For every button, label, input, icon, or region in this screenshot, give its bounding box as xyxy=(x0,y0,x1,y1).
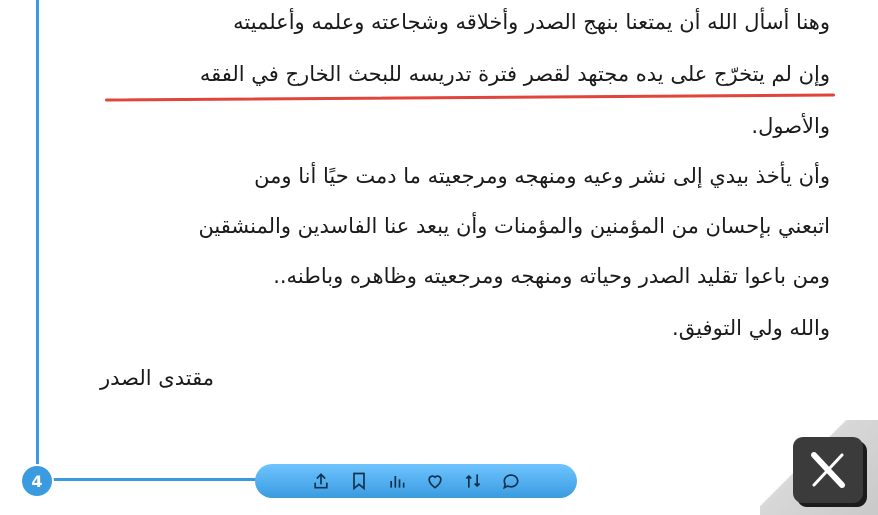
bookmark-icon[interactable] xyxy=(349,471,369,491)
like-icon[interactable] xyxy=(425,471,445,491)
text-line-7: والله ولي التوفيق. xyxy=(672,316,830,340)
reply-icon[interactable] xyxy=(501,471,521,491)
text-line-3: والأصول. xyxy=(751,114,830,138)
red-underline xyxy=(105,93,835,101)
text-line-6: ومن باعوا تقليد الصدر وحياته ومنهجه ومرجعيته وظاهره وباطنه.. xyxy=(273,264,830,288)
repost-icon[interactable] xyxy=(463,471,483,491)
page-number-badge: 4 xyxy=(22,466,52,496)
x-logo-icon xyxy=(793,437,863,503)
action-bar xyxy=(255,464,577,498)
text-line-5: اتبعني بإحسان من المؤمنين والمؤمنات وأن يبعد عنا الفاسدين والمنشقين xyxy=(198,214,830,238)
frame-bottom-border xyxy=(36,478,266,481)
text-line-4: وأن يأخذ بيدي إلى نشر وعيه ومنهجه ومرجعيته ما دمت حيًا أنا ومن xyxy=(254,164,830,188)
text-line-2: وإن لم يتخرّج على يده مجتهد لقصر فترة تدريسه للبحث الخارج في الفقه xyxy=(199,62,830,86)
signature: مقتدى الصدر xyxy=(100,366,214,390)
text-line-1: وهنا أسأل الله أن يمتعنا بنهج الصدر وأخلاقه وشجاعته وعلمه وأعلميته xyxy=(233,10,830,34)
share-icon[interactable] xyxy=(311,471,331,491)
frame-left-border xyxy=(36,0,39,470)
views-icon[interactable] xyxy=(387,471,407,491)
